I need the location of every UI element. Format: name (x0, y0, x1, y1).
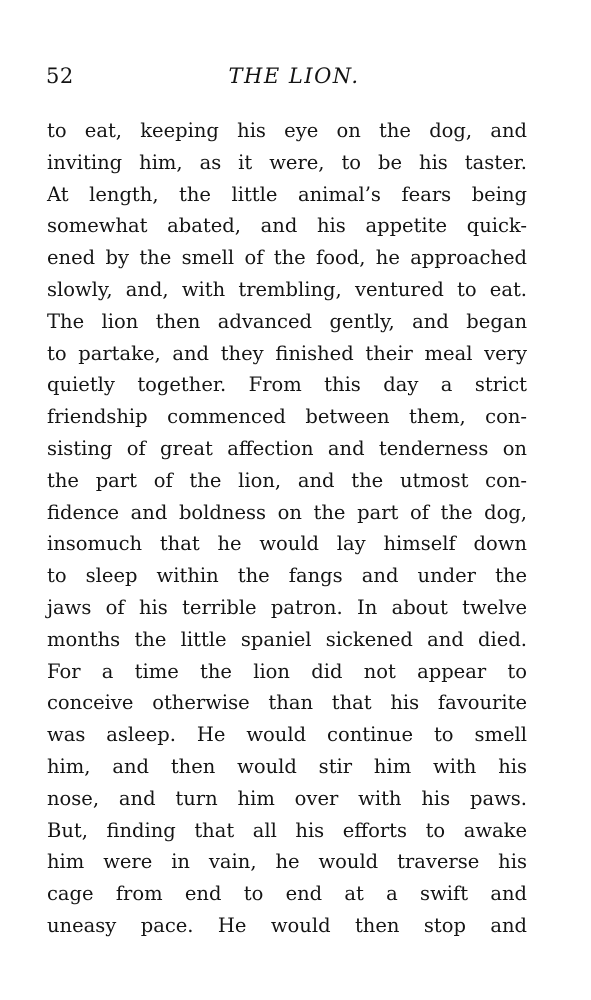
text-line: months the little spaniel sickened and died. (47, 627, 527, 651)
text-line: him were in vain, he would traverse his (47, 850, 527, 874)
text-line: quietly together. From this day a strict (47, 373, 527, 397)
text-line: The lion then advanced gently, and began (47, 309, 527, 333)
text-line: nose, and turn him over with his paws. (47, 786, 527, 810)
text-line: was asleep. He would continue to smell (47, 723, 527, 747)
text-line: insomuch that he would lay himself down (47, 532, 527, 556)
text-line: inviting him, as it were, to be his taster. (47, 150, 527, 174)
text-line: For a time the lion did not appear to (47, 659, 527, 683)
text-line: fidence and boldness on the part of the dog, (47, 500, 527, 524)
text-line: uneasy pace. He would then stop and (47, 913, 527, 937)
text-line: to partake, and they finished their meal very (47, 341, 527, 365)
text-line: him, and then would stir him with his (47, 754, 527, 778)
text-line: But, finding that all his efforts to awake (47, 818, 527, 842)
text-line: sisting of great affection and tenderness on (47, 436, 527, 460)
running-head (46, 60, 528, 92)
text-line: At length, the little animal’s fears being (47, 182, 527, 206)
text-line: jaws of his terrible patron. In about twelve (47, 595, 527, 619)
text-line: to eat, keeping his eye on the dog, and (47, 119, 527, 142)
text-line: ened by the smell of the food, he approached (47, 246, 527, 270)
body-text (47, 115, 527, 942)
page-number: 52 (46, 64, 74, 88)
text-line: slowly, and, with trembling, ventured to eat. (47, 277, 527, 301)
text-line: somewhat abated, and his appetite quick- (47, 214, 527, 238)
text-line: conceive otherwise than that his favourite (47, 691, 527, 715)
text-line: to sleep within the fangs and under the (47, 564, 527, 588)
text-line: friendship commenced between them, con- (47, 405, 527, 429)
running-title: THE LION. (228, 64, 360, 88)
text-line: cage from end to end at a swift and (47, 882, 527, 906)
text-line: the part of the lion, and the utmost con- (47, 468, 527, 492)
